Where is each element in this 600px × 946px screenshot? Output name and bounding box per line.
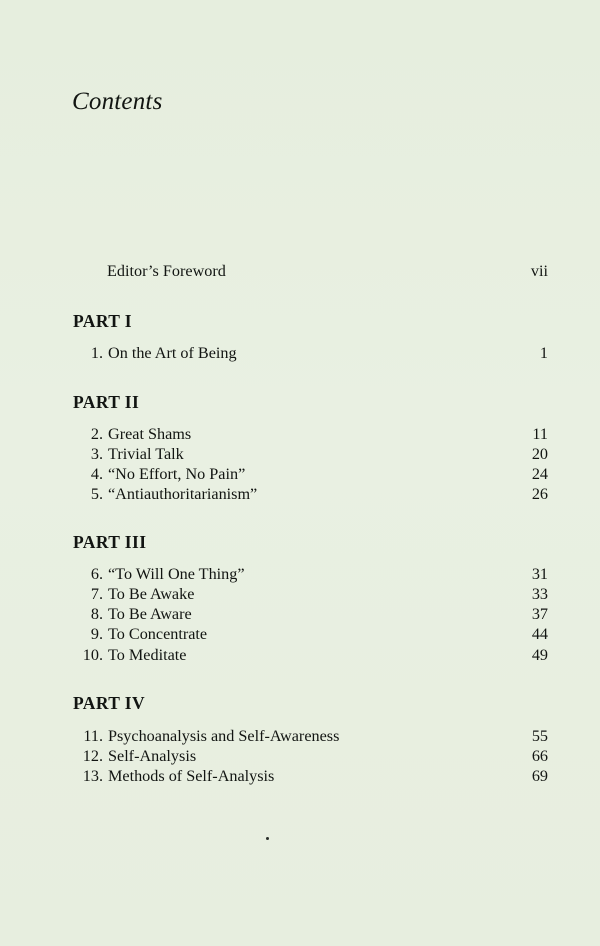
toc-entry-page: vii [530,262,548,280]
toc-entry [80,424,548,444]
toc-entry-page: 11 [532,425,548,443]
toc-entry-page: 66 [531,747,548,765]
toc-entry-number: 10. [82,646,103,664]
toc-entry-page: 49 [531,646,548,664]
toc-entry [80,584,548,604]
part-heading-2: PART II [73,392,140,412]
toc-entry-label: On the Art of Being [108,344,237,362]
toc-entry-number: 4. [90,465,103,483]
toc-entry-label: Great Shams [108,425,192,443]
toc-entry [80,564,548,584]
toc-entry-page: 69 [531,767,548,785]
toc-entry-label: To Concentrate [108,625,208,643]
toc-entry-page: 44 [531,625,548,643]
toc-entry [80,766,548,786]
toc-entry [80,484,548,504]
part-heading-1: PART I [73,311,132,331]
part-heading-4: PART IV [73,693,146,713]
toc-entry-number: 11. [83,727,103,745]
toc-entry-page: 55 [531,727,548,745]
toc-entry-label: To Meditate [108,646,187,664]
toc-entry [80,624,548,644]
toc-entry [80,604,548,624]
toc-entry-page: 37 [531,605,548,623]
toc-entry [80,444,548,464]
toc-entry-number: 1. [90,344,103,362]
toc-entry-label: Trivial Talk [108,445,184,463]
toc-entry-label: Methods of Self-Analysis [108,767,275,785]
toc-entry-label: Psychoanalysis and Self-Awareness [108,727,340,745]
toc-entry-label: “To Will One Thing” [108,565,245,583]
toc-entry-page: 24 [531,465,548,483]
toc-entry-number: 6. [90,565,103,583]
page-title: Contents [72,88,163,115]
toc-entry [80,343,548,363]
toc-entry [80,464,548,484]
part-heading-3: PART III [73,532,147,552]
toc-entry-number: 5. [90,485,103,503]
toc-entry-page: 31 [531,565,548,583]
toc-entry [80,746,548,766]
toc-entry-label: To Be Awake [108,585,195,603]
toc-entry-number: 8. [90,605,103,623]
toc-entry-number: 3. [90,445,103,463]
toc-entry-number: 13. [82,767,103,785]
toc-entry-number: 2. [90,425,103,443]
toc-entry-page: 33 [531,585,548,603]
toc-entry-page: 1 [539,344,548,362]
toc-entry-foreword [107,260,548,282]
toc-entry [80,726,548,746]
toc-entry [80,645,548,665]
toc-entry-page: 26 [531,485,548,503]
paper-speck [266,837,269,840]
toc-entry-number: 12. [82,747,103,765]
toc-entry-label: “No Effort, No Pain” [108,465,246,483]
toc-entry-number: 9. [90,625,103,643]
toc-entry-number: 7. [90,585,103,603]
toc-entry-page: 20 [531,445,548,463]
toc-entry-label: Self-Analysis [108,747,197,765]
toc-entry-label: To Be Aware [108,605,192,623]
toc-entry-label: “Antiauthoritarianism” [108,485,258,503]
toc-entry-label: Editor’s Foreword [107,262,226,280]
